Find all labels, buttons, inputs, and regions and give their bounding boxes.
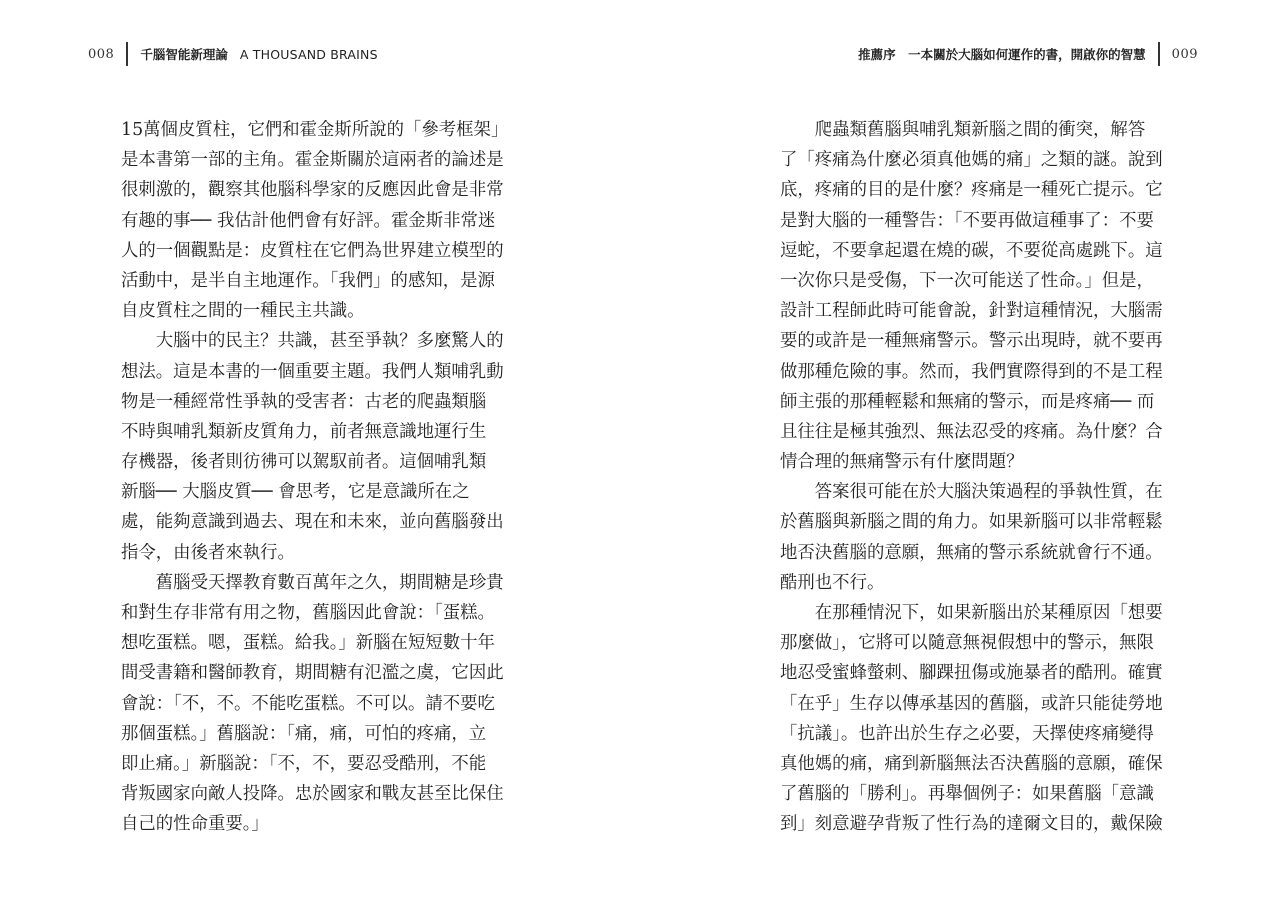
text-line: 到」刻意避孕背叛了性行為的達爾文目的，戴保險 <box>780 814 1163 835</box>
text-line: 新腦── 大腦皮質── 會思考，它是意識所在之 <box>121 482 470 503</box>
text-line: 和對生存非常有用之物，舊腦因此會說：「蛋糕。 <box>121 603 495 623</box>
text-line: 做那種危險的事。然而，我們實際得到的不是工程 <box>780 361 1163 382</box>
text-line: 要的或許是一種無痛警示。警示出現時，就不要再 <box>780 331 1163 352</box>
text-line: 師主張的那種輕鬆和無痛的警示，而是疼痛── 而 <box>780 391 1155 412</box>
text-line: 間受書籍和醫師教育，期間糖有氾濫之虞，它因此 <box>121 663 504 684</box>
text-line: 是本書第一部的主角。霍金斯關於這兩者的論述是 <box>121 150 504 171</box>
text-line: 指令，由後者來執行。 <box>121 542 295 563</box>
text-line: 很刺激的，觀察其他腦科學家的反應因此會是非常 <box>121 180 504 201</box>
text-line: 於舊腦與新腦之間的角力。如果新腦可以非常輕鬆 <box>780 512 1163 533</box>
header-divider <box>1158 42 1160 66</box>
text-line: 「在乎」生存以傳承基因的舊腦，或許只能徒勞地 <box>780 693 1163 714</box>
text-line: 且往往是極其強烈、無法忍受的疼痛。為什麼？合 <box>780 421 1163 442</box>
text-line: 設計工程師此時可能會說，針對這種情況，大腦需 <box>780 301 1163 322</box>
right-page-number: 009 <box>1171 46 1198 62</box>
book-title-english: A THOUSAND BRAINS <box>239 46 378 62</box>
text-line: 15萬個皮質柱，它們和霍金斯所說的「參考框架」 <box>121 120 509 140</box>
book-title: 千腦智能新理論 <box>140 47 228 62</box>
text-line: 是對大腦的一種警告：「不要再做這種事了：不要 <box>780 210 1154 231</box>
text-line: 背叛國家向敵人投降。忠於國家和戰友甚至比保住 <box>121 784 504 805</box>
text-line: 真他媽的痛，痛到新腦無法否決舊腦的意願，確保 <box>780 753 1163 774</box>
text-line: 爬蟲類舊腦與哺乳類新腦之間的衝突，解答 <box>780 120 1146 140</box>
right-running-header <box>858 42 1198 66</box>
text-line: 不時與哺乳類新皮質角力，前者無意識地運行生 <box>121 421 487 442</box>
text-line: 有趣的事── 我估計他們會有好評。霍金斯非常迷 <box>121 210 496 231</box>
text-line: 人的一個觀點是：皮質柱在它們為世界建立模型的 <box>121 240 504 261</box>
left-running-header <box>88 42 378 66</box>
text-line: 逗蛇，不要拿起還在燒的碳，不要從高處跳下。這 <box>780 240 1163 261</box>
text-line: 底，疼痛的目的是什麼？疼痛是一種死亡提示。它 <box>780 180 1163 201</box>
text-line: 了舊腦的「勝利」。再舉個例子：如果舊腦「意識 <box>780 784 1154 805</box>
right-body-text <box>780 115 1163 840</box>
text-line: 答案很可能在於大腦決策過程的爭執性質，在 <box>780 482 1163 503</box>
text-line: 舊腦受天擇教育數百萬年之久，期間糖是珍貴 <box>121 572 504 593</box>
text-line: 自己的性命重要。」 <box>121 814 269 835</box>
text-line: 在那種情況下，如果新腦出於某種原因「想要 <box>780 603 1163 623</box>
text-line: 「抗議」。也許出於生存之必要，天擇使疼痛變得 <box>780 723 1154 744</box>
text-line: 處，能夠意識到過去、現在和未來，並向舊腦發出 <box>121 512 504 533</box>
text-line: 存機器，後者則彷彿可以駕馭前者。這個哺乳類 <box>121 452 487 473</box>
text-line: 那麼做」，它將可以隨意無視假想中的警示，無限 <box>780 633 1154 654</box>
text-line: 自皮質柱之間的一種民主共識。 <box>121 301 365 322</box>
text-line: 那個蛋糕。」舊腦說：「痛，痛，可怕的疼痛，立 <box>121 723 487 744</box>
chapter-title: 推薦序 一本關於大腦如何運作的書，開啟你的智慧 <box>858 47 1146 62</box>
text-line: 想吃蛋糕。嗯，蛋糕。給我。」新腦在短短數十年 <box>121 633 495 654</box>
header-divider <box>126 42 128 66</box>
text-line: 想法。這是本書的一個重要主題。我們人類哺乳動 <box>121 361 504 382</box>
left-body-text <box>121 115 508 840</box>
right-page <box>643 0 1286 900</box>
text-line: 會說：「不，不。不能吃蛋糕。不可以。請不要吃 <box>121 693 495 714</box>
left-page-number: 008 <box>88 46 115 62</box>
text-line: 活動中，是半自主地運作。「我們」的感知，是源 <box>121 270 495 291</box>
text-line: 地忍受蜜蜂螫刺、腳踝扭傷或施暴者的酷刑。確實 <box>780 663 1163 684</box>
text-line: 了「疼痛為什麼必須真他媽的痛」之類的謎。說到 <box>780 150 1163 171</box>
text-line: 酷刑也不行。 <box>780 572 885 593</box>
text-line: 一次你只是受傷，下一次可能送了性命。」但是， <box>780 270 1154 291</box>
text-line: 情合理的無痛警示有什麼問題？ <box>780 452 1024 473</box>
text-line: 物是一種經常性爭執的受害者：古老的爬蟲類腦 <box>121 391 487 412</box>
text-line: 大腦中的民主？共識，甚至爭執？多麼驚人的 <box>121 331 504 352</box>
text-line: 地否決舊腦的意願，無痛的警示系統就會行不通。 <box>780 542 1163 563</box>
text-line: 即止痛。」新腦說：「不，不，要忍受酷刑，不能 <box>121 753 487 774</box>
